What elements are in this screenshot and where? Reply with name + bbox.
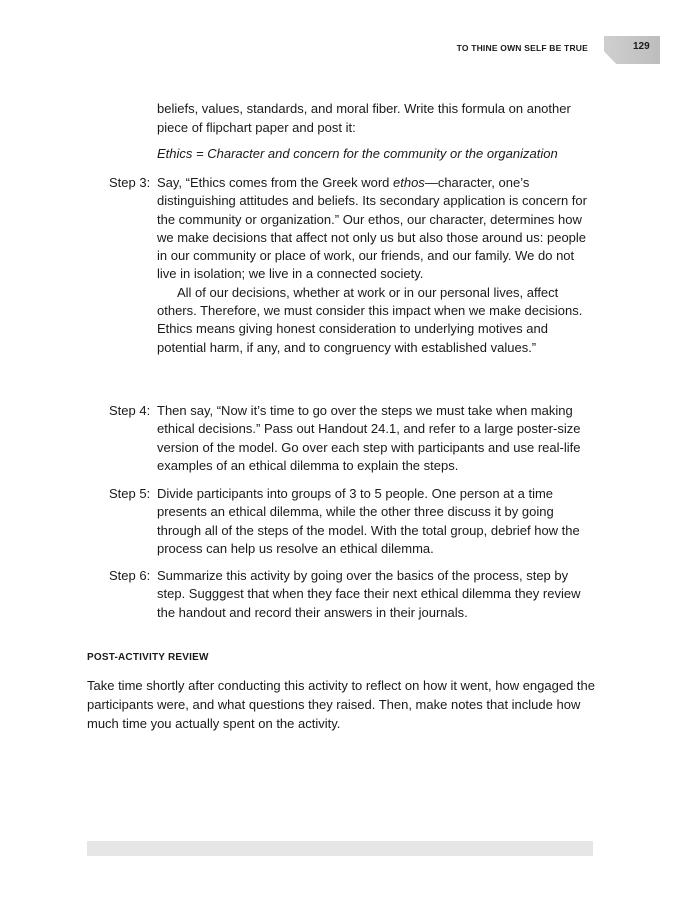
intro-paragraph: beliefs, values, standards, and moral fiber. Write this formula on another piece of flipchart paper and post it: [157,101,571,135]
page-number: 129 [633,41,650,52]
section-title-post-activity-review: POST-ACTIVITY REVIEW [87,652,209,663]
step-3 [109,174,597,357]
step-5-paragraph: Divide participants into groups of 3 to 5 people. One person at a time presents an ethical dilemma, while the other three discuss it by going through all of the steps of the model. With the total group, debrief how the process can help us resolve an ethical dilemma. [157,486,580,556]
step-6-paragraph: Summarize this activity by going over the basics of the process, step by step. Sugggest that when they face their next ethical dilemma they review the handout and record their answers in their journals. [157,568,581,620]
step-label: Step 5: [109,486,151,501]
step-label: Step 4: [109,403,151,418]
step-3-paragraph-1: Say, “Ethics comes from the Greek word ethos—character, one’s distinguishing attitudes and beliefs. Its secondary application is concern for the community or organization.” Our ethos, our character, determines how we make decisions that affect not only us but also those around us: people in our community or place of work, our friends, and our family. We do not live in isolation; we live in a connected society. [157,175,587,282]
step-4-paragraph: Then say, “Now it’s time to go over the steps we must take when making ethical decisions.” Pass out Handout 24.1, and refer to a large poster-size version of the model. Go over each step with participants and use real-life examples of an ethical dilemma to explain the steps. [157,403,581,473]
footer-bar [87,841,593,856]
step-5 [109,485,597,558]
step-label: Step 6: [109,568,151,583]
running-head-title: TO THINE OWN SELF BE TRUE [456,43,588,53]
page-number-tab [604,36,660,64]
step-4 [109,402,597,475]
step-6 [109,567,597,622]
review-paragraph: Take time shortly after conducting this activity to reflect on how it went, how engaged the participants were, and what questions they raised. Then, make notes that include how much time you actually spent on the activity. [87,678,595,731]
ethics-formula: Ethics = Character and concern for the community or the organization [157,146,558,161]
step-3-paragraph-2: All of our decisions, whether at work or in our personal lives, affect others. Therefore, we must consider this impact when we make decisions. Ethics means giving honest consideration to underlying motives and potential harm, if any, and to congruency with established values.” [157,284,583,355]
step-label: Step 3: [109,175,151,190]
